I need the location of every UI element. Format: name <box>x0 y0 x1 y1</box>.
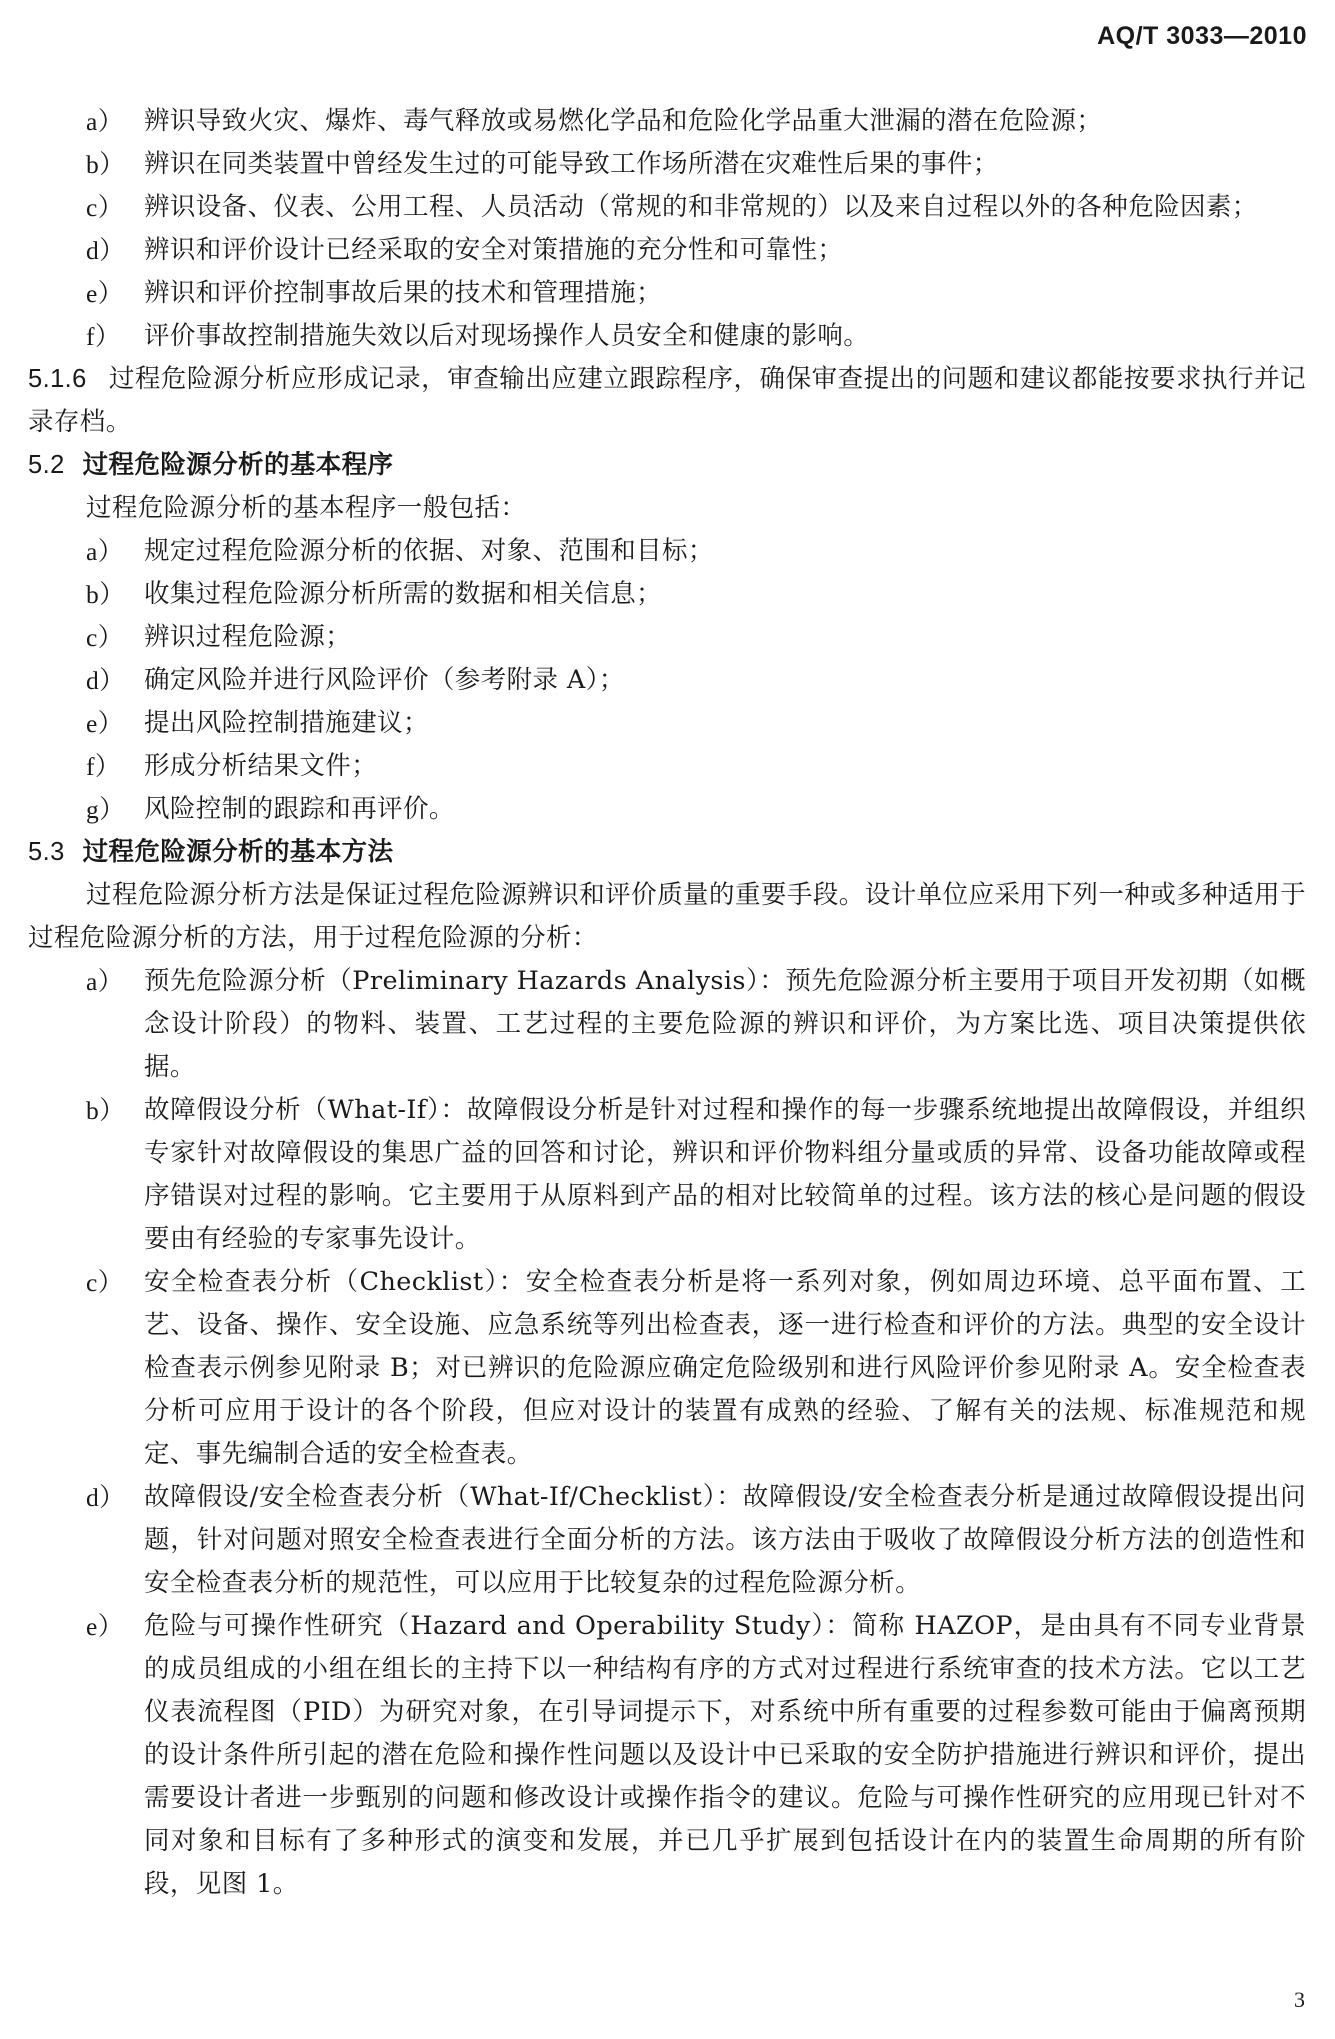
list-item-label: b） <box>86 1096 126 1125</box>
list-item-text: 辨识和评价设计已经采取的安全对策措施的充分性和可靠性； <box>144 235 844 265</box>
list-item-text: 风险控制的跟踪和再评价。 <box>144 794 455 824</box>
section-5-2-intro: 过程危险源分析的基本程序一般包括： <box>86 493 527 523</box>
list-item <box>28 186 1306 229</box>
list-item-text: 辨识设备、仪表、公用工程、人员活动（常规的和非常规的）以及来自过程以外的各种危险因素； <box>144 192 1258 222</box>
section-5-3-heading <box>28 831 1306 874</box>
list-item-label: b） <box>86 580 126 609</box>
list-item <box>28 788 1306 831</box>
list-item <box>28 702 1306 745</box>
list-item <box>28 659 1306 702</box>
hazard-identification-list <box>28 100 1306 358</box>
list-item-text: 形成分析结果文件； <box>144 751 378 781</box>
list-item-text: 安全检查表分析（Checklist）：安全检查表分析是将一系列对象，例如周边环境、总平面布置、工艺、设备、操作、安全设施、应急系统等列出检查表，逐一进行检查和评价的方法。典型的安全设计检查表示例参见附录 B；对已辨识的危险源应确定危险级别和进行风险评价参见附录 A。安全检查表分析可应用于设计的各个阶段，但应对设计的装置有成熟的经验、了解有关的法规、标准规范和规定、事先编制合适的安全检查表。 <box>144 1267 1306 1469</box>
list-item <box>28 1261 1306 1476</box>
list-item-text: 故障假设分析（What-If）：故障假设分析是针对过程和操作的每一步骤系统地提出故障假设，并组织专家针对故障假设的集思广益的回答和讨论，辨识和评价物料组分量或质的异常、设备功能故障或程序错误对过程的影响。它主要用于从原料到产品的相对比较简单的过程。该方法的核心是问题的假设要由有经验的专家事先设计。 <box>144 1095 1306 1254</box>
clause-5-1-6 <box>28 358 1306 444</box>
list-item-label: d） <box>86 1483 126 1512</box>
section-5-2-heading <box>28 444 1306 487</box>
list-item-label: a） <box>86 967 124 996</box>
list-item-label: d） <box>86 666 126 695</box>
list-item-text: 辨识导致火灾、爆炸、毒气释放或易燃化学品和危险化学品重大泄漏的潜在危险源； <box>144 106 1103 136</box>
list-item-label: g） <box>86 795 126 824</box>
list-item-label: c） <box>86 1268 124 1297</box>
list-item-label: f） <box>86 322 121 351</box>
list-item <box>28 960 1306 1089</box>
list-item <box>28 530 1306 573</box>
list-item <box>28 1089 1306 1261</box>
list-item <box>28 1476 1306 1605</box>
list-item-label: c） <box>86 623 124 652</box>
list-item <box>28 745 1306 788</box>
list-item <box>28 573 1306 616</box>
list-item <box>28 1605 1306 1906</box>
list-item-text: 辨识在同类装置中曾经发生过的可能导致工作场所潜在灾难性后果的事件； <box>144 149 999 179</box>
list-item-label: e） <box>86 279 124 308</box>
list-item <box>28 100 1306 143</box>
basic-procedure-list <box>28 530 1306 831</box>
list-item-label: c） <box>86 193 124 222</box>
list-item-text: 提出风险控制措施建议； <box>144 708 429 738</box>
list-item-text: 故障假设/安全检查表分析（What-If/Checklist）：故障假设/安全检查表分析是通过故障假设提出问题，针对问题对照安全检查表进行全面分析的方法。该方法由于吸收了故障假设分析方法的创造性和安全检查表分析的规范性，可以应用于比较复杂的过程危险源分析。 <box>144 1482 1306 1598</box>
list-item-text: 收集过程危险源分析所需的数据和相关信息； <box>144 579 663 609</box>
list-item-text: 评价事故控制措施失效以后对现场操作人员安全和健康的影响。 <box>144 321 870 351</box>
list-item-label: e） <box>86 709 124 738</box>
list-item-text: 预先危险源分析（Preliminary Hazards Analysis）：预先危险源分析主要用于项目开发初期（如概念设计阶段）的物料、装置、工艺过程的主要危险源的辨识和评价，为方案比选、项目决策提供依据。 <box>144 966 1306 1082</box>
section-number: 5.3 <box>28 838 65 866</box>
section-title: 过程危险源分析的基本方法 <box>82 837 394 867</box>
page-number: 3 <box>1294 1987 1305 2012</box>
list-item-text: 规定过程危险源分析的依据、对象、范围和目标； <box>144 536 714 566</box>
clause-text: 过程危险源分析应形成记录，审查输出应建立跟踪程序，确保审查提出的问题和建议都能按要求执行并记录存档。 <box>28 364 1306 437</box>
list-item-text: 危险与可操作性研究（Hazard and Operability Study）：简称 HAZOP，是由具有不同专业背景的成员组成的小组在组长的主持下以一种结构有序的方式对过程进行系统审查的技术方法。它以工艺仪表流程图（PID）为研究对象，在引导词提示下，对系统中所有重要的过程参数可能由于偏离预期的设计条件所引起的潜在危险和操作性问题以及设计中已采取的安全防护措施进行辨识和评价，提出需要设计者进一步甄别的问题和修改设计或操作指令的建议。危险与可操作性研究的应用现已针对不同对象和目标有了多种形式的演变和发展，并已几乎扩展到包括设计在内的装置生命周期的所有阶段，见图 1。 <box>144 1611 1306 1899</box>
list-item-text: 确定风险并进行风险评价（参考附录 A）； <box>144 665 625 695</box>
list-item-label: d） <box>86 236 126 265</box>
list-item-label: f） <box>86 752 121 781</box>
list-item <box>28 229 1306 272</box>
list-item-label: a） <box>86 537 124 566</box>
list-item-label: a） <box>86 107 124 136</box>
section-5-3-intro: 过程危险源分析方法是保证过程危险源辨识和评价质量的重要手段。设计单位应采用下列一种或多种适用于过程危险源分析的方法，用于过程危险源的分析： <box>28 880 1306 953</box>
clause-number: 5.1.6 <box>28 365 87 393</box>
list-item <box>28 143 1306 186</box>
list-item-label: b） <box>86 150 126 179</box>
list-item-text: 辨识和评价控制事故后果的技术和管理措施； <box>144 278 663 308</box>
list-item <box>28 272 1306 315</box>
list-item-label: e） <box>86 1612 124 1641</box>
section-title: 过程危险源分析的基本程序 <box>82 450 394 480</box>
list-item-text: 辨识过程危险源； <box>144 622 352 652</box>
section-number: 5.2 <box>28 451 65 479</box>
standard-code-header: AQ/T 3033—2010 <box>1097 22 1307 50</box>
list-item <box>28 616 1306 659</box>
list-item <box>28 315 1306 358</box>
basic-method-list <box>28 960 1306 1906</box>
page-body <box>28 100 1306 1906</box>
